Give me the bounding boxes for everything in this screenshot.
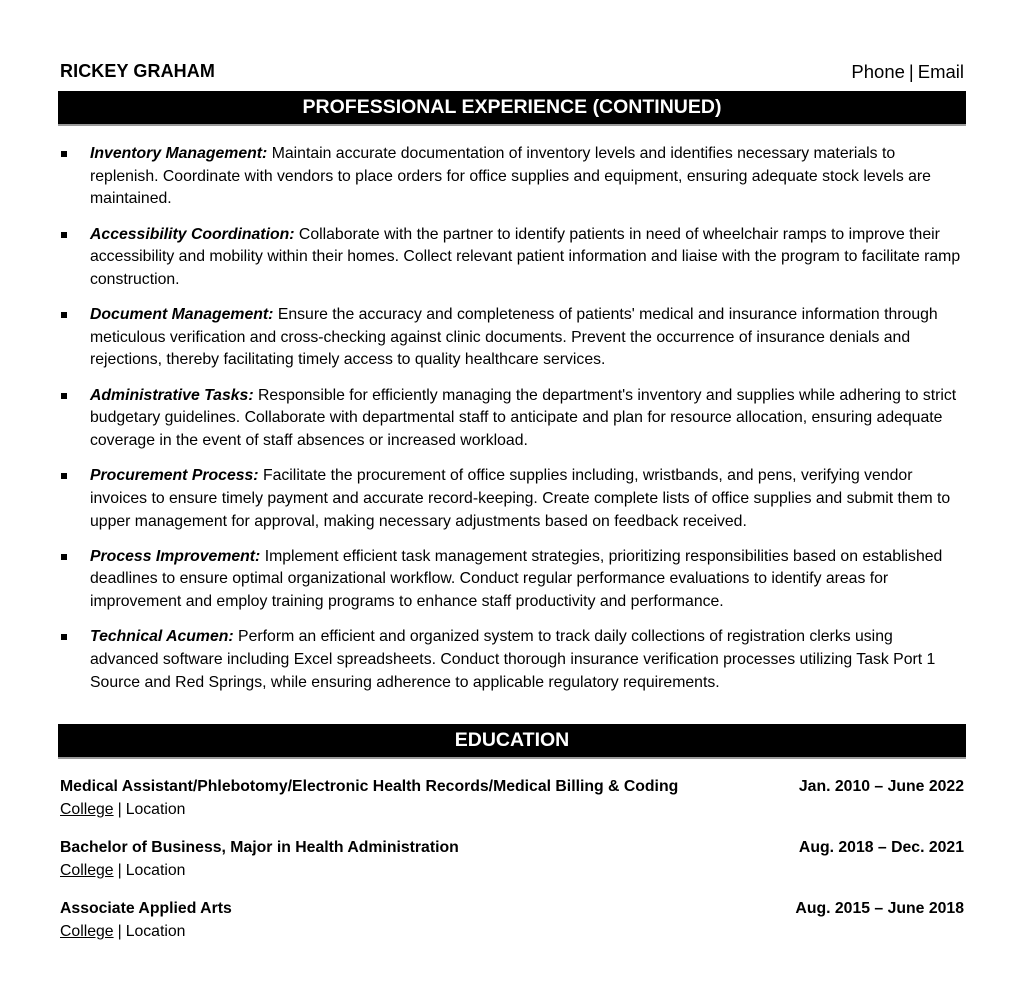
school-line — [60, 860, 964, 883]
phone-label: Phone — [851, 61, 905, 82]
school-line — [60, 799, 964, 822]
education-dates: Aug. 2015 – June 2018 — [795, 900, 964, 917]
education-entry — [60, 837, 964, 883]
experience-bullet-list — [60, 143, 964, 707]
square-bullet-icon — [61, 634, 67, 640]
square-bullet-icon — [61, 232, 67, 238]
bullet-text: Collaborate with the partner to identify patients in need of wheelchair ramps to improve their accessibility and mobility within their homes. Collect relevant patient information and liaise with the program to facilitate ramp construction. — [90, 225, 961, 288]
square-bullet-icon — [61, 393, 67, 399]
bullet-title: Inventory Management: — [90, 145, 268, 162]
college-link[interactable]: College — [60, 922, 114, 940]
college-link[interactable]: College — [60, 800, 114, 818]
education-dates: Jan. 2010 – June 2022 — [798, 778, 964, 795]
education-entry — [60, 898, 964, 944]
experience-bullet — [60, 626, 964, 694]
section-heading-education: EDUCATION — [58, 724, 966, 757]
square-bullet-icon — [61, 312, 67, 318]
bullet-text: Responsible for efficiently managing the department's inventory and supplies while adhering to strict budgetary guidelines. Collaborate with departmental staff to anticipate and plan for resource allocation, ensuring adequate coverage in the event of staff absences or increased workload. — [90, 386, 957, 449]
bullet-text: Maintain accurate documentation of inventory levels and identifies necessary materials to replenish. Coordinate with vendors to place orders for office supplies and equipment, ensuring adequate stock levels are maintained. — [90, 145, 931, 208]
bullet-text: Ensure the accuracy and completeness of patients' medical and insurance information through meticulous verification and cross-checking against clinic documents. Prevent the occurrence of insurance denials and rejections, thereby facilitating timely access to quality healthcare services. — [90, 306, 938, 369]
experience-bullet — [60, 465, 964, 533]
experience-bullet — [60, 224, 964, 292]
school-line — [60, 921, 964, 944]
square-bullet-icon — [61, 554, 67, 560]
bullet-text: Perform an efficient and organized system to track daily collections of registration clerks using advanced software including Excel spreadsheets. Conduct thorough insurance verification processes utilizing Task Port 1 Source and Red Springs, while ensuring adherence to applicable regulatory requirements. — [90, 628, 936, 691]
email-label: Email — [917, 61, 964, 82]
experience-bullet — [60, 304, 964, 372]
resume-header — [60, 61, 964, 85]
square-bullet-icon — [61, 151, 67, 157]
education-entry — [60, 776, 964, 822]
section-heading-experience: PROFESSIONAL EXPERIENCE (CONTINUED) — [58, 91, 966, 124]
degree-title: Bachelor of Business, Major in Health Administration — [60, 839, 459, 856]
contact-info — [851, 61, 964, 83]
bullet-title: Procurement Process: — [90, 467, 259, 485]
bullet-text: Implement efficient task management strategies, prioritizing responsibilities based on established deadlines to ensure optimal organizational workflow. Conduct regular performance evaluations to identify areas for improvement and employ training programs to enhance staff productivity and performance. — [90, 547, 943, 611]
bullet-title: Process Improvement: — [90, 547, 261, 565]
bullet-title: Accessibility Coordination: — [90, 225, 295, 243]
square-bullet-icon — [61, 473, 67, 479]
school-separator: | — [117, 861, 122, 879]
bullet-title: Document Management: — [90, 306, 274, 324]
college-link[interactable]: College — [60, 861, 114, 879]
degree-title: Medical Assistant/Phlebotomy/Electronic Health Records/Medical Billing & Coding — [60, 778, 679, 795]
experience-bullet — [60, 143, 964, 211]
bullet-title: Technical Acumen: — [90, 628, 234, 646]
experience-bullet — [60, 546, 964, 614]
bullet-title: Administrative Tasks: — [90, 386, 254, 404]
bullet-text: Facilitate the procurement of office supplies including, wristbands, and pens, verifying vendor invoices to ensure timely payment and accurate record-keeping. Create complete lists of office supplies and submit them to upper management for approval, making necessary adjustments based on feedback received. — [90, 467, 951, 530]
school-separator: | — [117, 800, 122, 818]
school-location: Location — [125, 800, 186, 818]
degree-title: Associate Applied Arts — [60, 900, 232, 917]
school-location: Location — [125, 922, 186, 940]
school-separator: | — [117, 922, 122, 940]
experience-bullet — [60, 385, 964, 453]
school-location: Location — [125, 861, 186, 879]
education-dates: Aug. 2018 – Dec. 2021 — [798, 839, 964, 856]
candidate-name: RICKEY GRAHAM — [60, 61, 215, 81]
contact-separator: | — [908, 61, 914, 82]
